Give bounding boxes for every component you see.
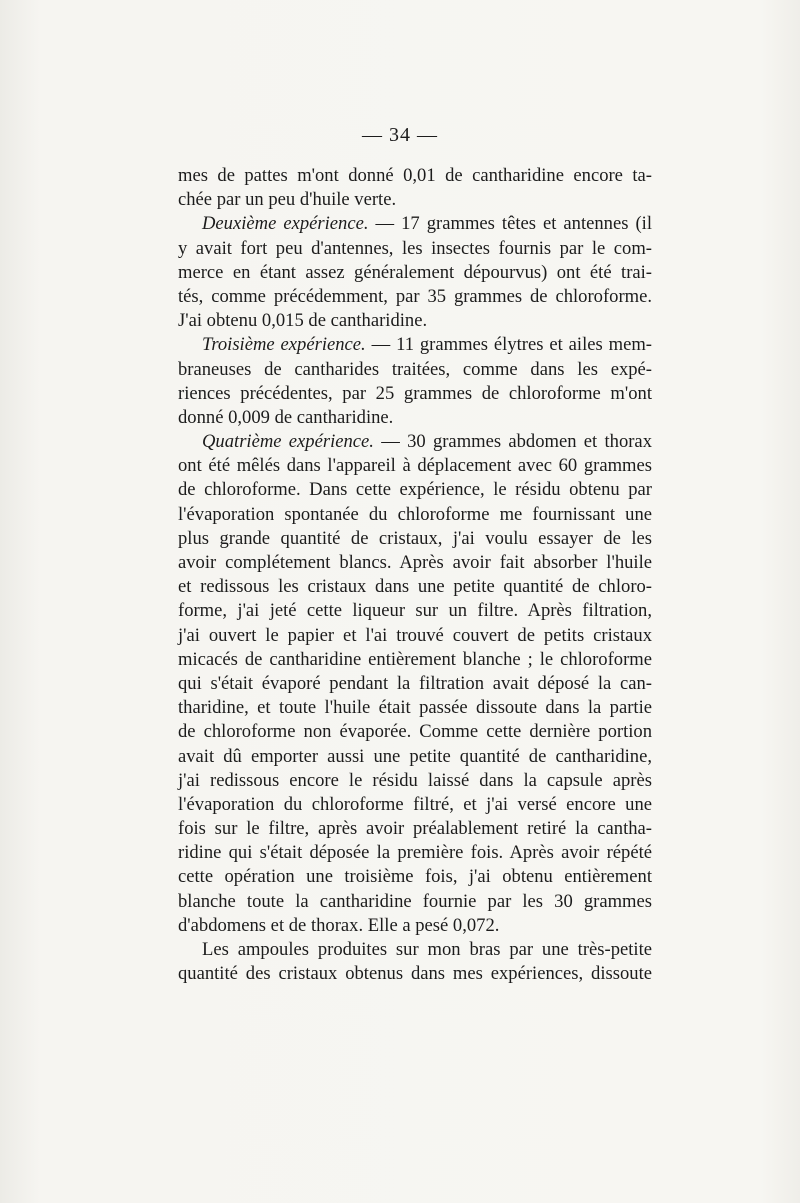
text-line: blanche toute la cantharidine fournie par les 30 grammes	[178, 890, 652, 912]
text-line: j'ai ouvert le papier et l'ai trouvé couvert de petits cristaux	[178, 624, 652, 646]
text-line: de chloroforme. Dans cette expérience, le résidu obtenu par	[178, 479, 652, 501]
text-line: d'abdomens et de thorax. Elle a pesé 0,072.	[178, 914, 500, 936]
italic-heading: Quatrième expérience.	[202, 431, 374, 453]
text-line: avoir complétement blancs. Après avoir fait absorber l'huile	[178, 552, 652, 573]
text-line: ont été mêlés dans l'appareil à déplacement avec 60 grammes	[178, 455, 652, 477]
text-line: ridine qui s'était déposée la première fois. Après avoir répété	[178, 842, 652, 864]
text-line: quantité des cristaux obtenus dans mes expériences, dissoute	[178, 963, 652, 985]
body-text	[178, 164, 652, 986]
paragraph-troisieme-experience	[178, 333, 652, 357]
text-run: — 11 grammes élytres et ailes mem-	[365, 334, 653, 356]
text-line: donné 0,009 de cantharidine.	[178, 406, 394, 428]
text-line: j'ai redissous encore le résidu laissé dans la capsule après	[178, 769, 652, 791]
paragraph-quatrieme-experience	[178, 430, 652, 454]
text-line: fois sur le filtre, après avoir préalablement retiré la cantha-	[178, 818, 652, 840]
page-number: — 34 —	[362, 124, 438, 146]
text-run: — 30 grammes abdomen et thorax	[373, 431, 652, 453]
text-line: chée par un peu d'huile verte.	[178, 189, 397, 211]
text-line: de chloroforme non évaporée. Comme cette dernière portion	[178, 721, 652, 743]
text-line: tés, comme précédemment, par 35 grammes de chloroforme.	[178, 285, 652, 307]
text-line: cette opération une troisième fois, j'ai obtenu entièrement	[178, 866, 652, 888]
text-line: et redissous les cristaux dans une petite quantité de chloro-	[178, 576, 652, 598]
italic-heading: Troisième expérience.	[202, 334, 366, 356]
text-line: y avait fort peu d'antennes, les insectes fournis par le com-	[178, 237, 652, 259]
text-line: J'ai obtenu 0,015 de cantharidine.	[178, 310, 428, 332]
italic-heading: Deuxième expérience.	[202, 213, 369, 235]
text-line: micacés de cantharidine entièrement blanche ; le chloroforme	[178, 648, 652, 670]
paragraph-deuxieme-experience	[178, 212, 652, 236]
text-line: mes de pattes m'ont donné 0,01 de cantharidine encore ta-	[178, 165, 652, 186]
text-line: avait dû emporter aussi une petite quantité de cantharidine,	[178, 745, 652, 767]
text-line: l'évaporation spontanée du chloroforme me fournissant une	[178, 503, 652, 525]
text-line: plus grande quantité de cristaux, j'ai voulu essayer de les	[178, 527, 652, 549]
text-line: riences précédentes, par 25 grammes de chloroforme m'ont	[178, 382, 652, 404]
text-line: braneuses de cantharides traitées, comme dans les expé-	[178, 358, 652, 380]
text-line: Les ampoules produites sur mon bras par une très-petite	[202, 939, 652, 960]
text-line: forme, j'ai jeté cette liqueur sur un filtre. Après filtration,	[178, 600, 652, 622]
text-line: l'évaporation du chloroforme filtré, et j'ai versé encore une	[178, 793, 652, 815]
text-line: tharidine, et toute l'huile était passée dissoute dans la partie	[178, 697, 652, 719]
text-run: — 17 grammes têtes et antennes (il	[368, 213, 653, 235]
text-line: merce en étant assez généralement dépourvus) ont été trai-	[178, 261, 652, 283]
text-line: qui s'était évaporé pendant la filtration avait déposé la can-	[178, 672, 652, 694]
